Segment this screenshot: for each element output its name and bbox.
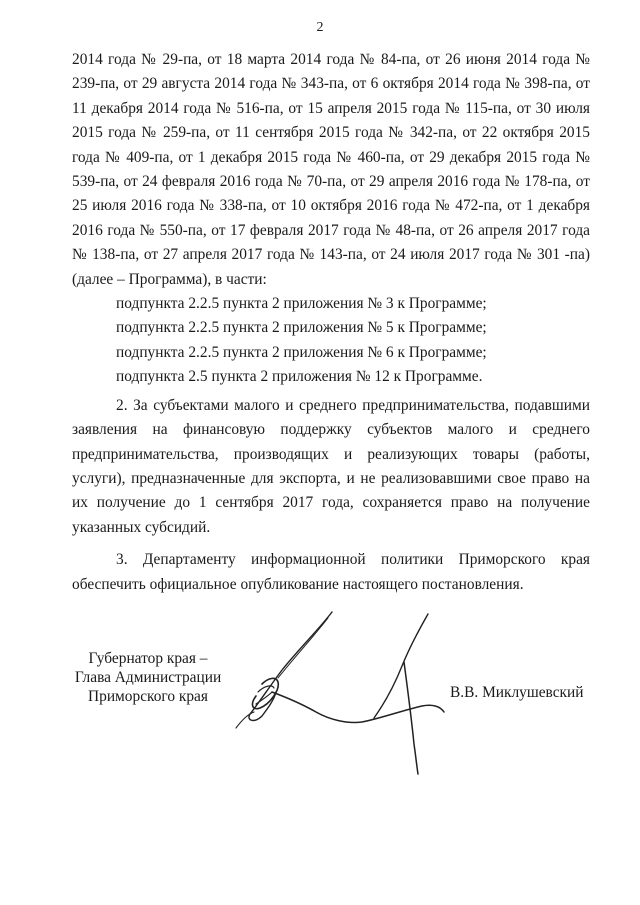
sub-item: подпункта 2.2.5 пункта 2 приложения № 3 к Программе; <box>116 295 487 313</box>
sub-item: подпункта 2.5 пункта 2 приложения № 12 к Программе. <box>116 368 483 386</box>
signer-name: В.В. Миклушевский <box>450 684 584 701</box>
signer-title <box>60 649 236 706</box>
sub-item: подпункта 2.2.5 пункта 2 приложения № 5 к Программе; <box>116 319 487 337</box>
signer-title-line: Губернатор края – <box>88 650 208 667</box>
page-number: 2 <box>316 20 324 35</box>
signer-title-line: Приморского края <box>88 688 208 705</box>
handwritten-signature <box>232 608 462 778</box>
sub-item: подпункта 2.2.5 пункта 2 приложения № 6 к Программе; <box>116 343 487 361</box>
signer-title-line: Глава Администрации <box>74 669 222 686</box>
paragraph-item-2: 2. За субъектами малого и среднего предпринимательства, подавшими заявления на финансовую поддержку субъектов малого и среднего предпринимательства, производящих и реализующих товары (работы, услуги), предназначенные для экспорта, и не реализовавшими свое право на их получение до 1 сентября 2017 года, сохраняется право на получение указанных субсидий. <box>72 396 590 536</box>
paragraph-item-3: 3. Департаменту информационной политики Приморского края обеспечить официальное опубликование настоящего постановления. <box>72 551 590 593</box>
document-body <box>72 48 590 597</box>
continuation-paragraph: 2014 года № 29-па, от 18 марта 2014 года № 84-па, от 26 июня 2014 года № 239-па, от 29 августа 2014 года № 343-па, от 6 октября 2014 года № 398-па, от 11 декабря 2014 года № 516-па, от 15 апреля 2015 года № 115-па, от 30 июля 2015 года № 259-па, от 11 сентября 2015 года № 342-па, от 22 октября 2015 года № 409-па, от 1 декабря 2015 года № 460-па, от 29 декабря 2015 года № 539-па, от 24 февраля 2016 года № 70-па, от 29 апреля 2016 года № 178-па, от 25 июля 2016 года № 338-па, от 10 октября 2016 года № 472-па, от 1 декабря 2016 года № 550-па, от 17 февраля 2017 года № 48-па, от 26 апреля 2017 года № 138-па, от 27 апреля 2017 года № 143-па, от 24 июля 2017 года № 301 -па) (далее – Программа), в части: <box>72 51 590 288</box>
